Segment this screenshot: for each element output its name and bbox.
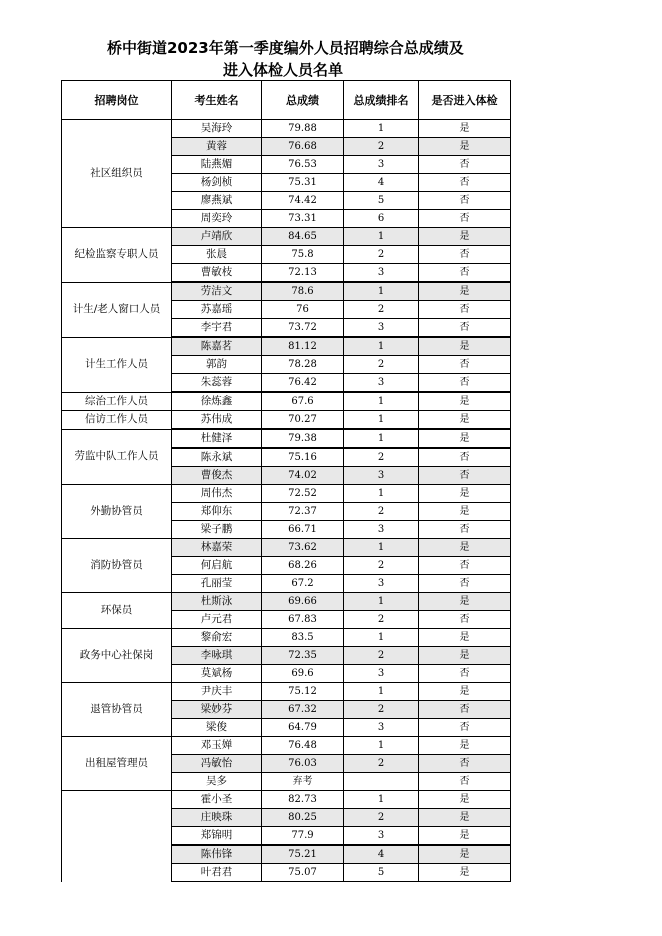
candidate-name-cell: 孔丽莹 (172, 575, 262, 593)
table-row (62, 429, 511, 448)
physical-exam-cell: 是 (419, 485, 511, 503)
physical-exam-cell: 否 (419, 264, 511, 283)
total-score-cell: 83.5 (262, 629, 344, 647)
physical-exam-cell: 是 (419, 392, 511, 411)
total-score-cell: 76.68 (262, 138, 344, 156)
physical-exam-cell: 否 (419, 246, 511, 264)
physical-exam-cell: 否 (419, 521, 511, 539)
position-cell: 出租屋管理员 (62, 737, 172, 791)
table-row (62, 737, 511, 755)
rank-cell: 1 (344, 737, 419, 755)
position-cell: 外勤协管员 (62, 485, 172, 539)
table-row (62, 411, 511, 430)
physical-exam-cell: 是 (419, 120, 511, 138)
candidate-name-cell: 梁子鹏 (172, 521, 262, 539)
position-cell: 纪检监察专职人员 (62, 228, 172, 283)
position-cell (62, 791, 172, 882)
physical-exam-cell: 否 (419, 156, 511, 174)
candidate-name-cell: 周奕玲 (172, 210, 262, 228)
candidate-name-cell: 郭韵 (172, 356, 262, 374)
physical-exam-cell: 否 (419, 319, 511, 338)
rank-cell: 2 (344, 611, 419, 629)
physical-exam-cell: 否 (419, 210, 511, 228)
physical-exam-cell: 是 (419, 282, 511, 301)
rank-cell: 3 (344, 467, 419, 485)
rank-cell: 1 (344, 485, 419, 503)
table-header-row (62, 81, 511, 120)
total-score-cell: 81.12 (262, 337, 344, 356)
candidate-name-cell: 叶君君 (172, 864, 262, 882)
table-row (62, 791, 511, 809)
candidate-name-cell: 郑锦明 (172, 827, 262, 846)
physical-exam-cell: 是 (419, 593, 511, 611)
candidate-name-cell: 卢靖欣 (172, 228, 262, 246)
candidate-name-cell: 霍小圣 (172, 791, 262, 809)
candidate-name-cell: 陈嘉茗 (172, 337, 262, 356)
physical-exam-cell: 是 (419, 791, 511, 809)
candidate-name-cell: 卢元君 (172, 611, 262, 629)
total-score-cell: 64.79 (262, 719, 344, 737)
total-score-cell: 76.42 (262, 374, 344, 393)
rank-cell: 4 (344, 845, 419, 864)
position-cell: 消防协管员 (62, 539, 172, 593)
candidate-name-cell: 梁俊 (172, 719, 262, 737)
candidate-name-cell: 劳洁文 (172, 282, 262, 301)
rank-cell: 3 (344, 719, 419, 737)
table-row (62, 539, 511, 557)
physical-exam-cell: 是 (419, 228, 511, 246)
candidate-name-cell: 杜健泽 (172, 429, 262, 448)
physical-exam-cell: 是 (419, 337, 511, 356)
candidate-name-cell: 邓玉婵 (172, 737, 262, 755)
total-score-cell: 69.66 (262, 593, 344, 611)
total-score-cell: 67.83 (262, 611, 344, 629)
total-score-cell: 69.6 (262, 665, 344, 683)
rank-cell: 3 (344, 264, 419, 283)
candidate-name-cell: 周伟杰 (172, 485, 262, 503)
candidate-name-cell: 何启航 (172, 557, 262, 575)
candidate-name-cell: 苏嘉瑶 (172, 301, 262, 319)
results-table (61, 80, 511, 882)
total-score-cell: 80.25 (262, 809, 344, 827)
total-score-cell: 72.37 (262, 503, 344, 521)
candidate-name-cell: 陈永斌 (172, 448, 262, 467)
rank-cell: 6 (344, 210, 419, 228)
candidate-name-cell: 廖燕斌 (172, 192, 262, 210)
total-score-cell: 75.8 (262, 246, 344, 264)
total-score-cell: 76.48 (262, 737, 344, 755)
physical-exam-cell: 否 (419, 174, 511, 192)
total-score-cell: 73.31 (262, 210, 344, 228)
candidate-name-cell: 黎俞宏 (172, 629, 262, 647)
candidate-name-cell: 陆燕媚 (172, 156, 262, 174)
rank-cell: 3 (344, 156, 419, 174)
candidate-name-cell: 苏伟成 (172, 411, 262, 430)
candidate-name-cell: 冯敏怡 (172, 755, 262, 773)
physical-exam-cell: 是 (419, 737, 511, 755)
physical-exam-cell: 是 (419, 827, 511, 846)
physical-exam-cell: 否 (419, 467, 511, 485)
rank-cell: 1 (344, 539, 419, 557)
table-row (62, 228, 511, 246)
rank-cell: 2 (344, 809, 419, 827)
position-cell: 综治工作人员 (62, 392, 172, 411)
candidate-name-cell: 杨剑桢 (172, 174, 262, 192)
rank-cell: 1 (344, 228, 419, 246)
physical-exam-cell: 否 (419, 701, 511, 719)
physical-exam-cell: 否 (419, 665, 511, 683)
candidate-name-cell: 陈伟锋 (172, 845, 262, 864)
total-score-cell: 75.21 (262, 845, 344, 864)
total-score-cell: 73.72 (262, 319, 344, 338)
rank-cell: 5 (344, 864, 419, 882)
physical-exam-cell: 是 (419, 138, 511, 156)
total-score-cell: 84.65 (262, 228, 344, 246)
rank-cell: 2 (344, 701, 419, 719)
rank-cell: 3 (344, 374, 419, 393)
total-score-cell: 75.12 (262, 683, 344, 701)
candidate-name-cell: 林嘉荣 (172, 539, 262, 557)
physical-exam-cell: 否 (419, 557, 511, 575)
candidate-name-cell: 尹庆丰 (172, 683, 262, 701)
candidate-name-cell: 黄蓉 (172, 138, 262, 156)
total-score-cell: 74.02 (262, 467, 344, 485)
position-cell: 退管协管员 (62, 683, 172, 737)
total-score-cell: 75.07 (262, 864, 344, 882)
table-row (62, 282, 511, 301)
rank-cell: 1 (344, 337, 419, 356)
candidate-name-cell: 朱蕊蓉 (172, 374, 262, 393)
physical-exam-cell: 是 (419, 629, 511, 647)
total-score-cell: 79.88 (262, 120, 344, 138)
rank-cell (344, 773, 419, 791)
table-row (62, 392, 511, 411)
physical-exam-cell: 是 (419, 809, 511, 827)
total-score-cell: 77.9 (262, 827, 344, 846)
candidate-name-cell: 郑仰东 (172, 503, 262, 521)
rank-cell: 2 (344, 448, 419, 467)
rank-cell: 1 (344, 629, 419, 647)
table-body (62, 120, 511, 882)
header-position: 招聘岗位 (62, 81, 172, 120)
rank-cell: 1 (344, 683, 419, 701)
table-row (62, 337, 511, 356)
position-cell: 计生/老人窗口人员 (62, 282, 172, 337)
total-score-cell: 79.38 (262, 429, 344, 448)
total-score-cell: 78.28 (262, 356, 344, 374)
total-score-cell: 74.42 (262, 192, 344, 210)
physical-exam-cell: 是 (419, 683, 511, 701)
rank-cell: 2 (344, 557, 419, 575)
total-score-cell: 67.32 (262, 701, 344, 719)
rank-cell: 1 (344, 593, 419, 611)
total-score-cell: 72.13 (262, 264, 344, 283)
header-name: 考生姓名 (172, 81, 262, 120)
total-score-cell: 75.31 (262, 174, 344, 192)
rank-cell: 1 (344, 392, 419, 411)
rank-cell: 3 (344, 827, 419, 846)
document-title-line-2: 进入体检人员名单 (223, 61, 344, 79)
candidate-name-cell: 曹敏枝 (172, 264, 262, 283)
rank-cell: 3 (344, 319, 419, 338)
header-score: 总成绩 (262, 81, 344, 120)
total-score-cell: 弃考 (262, 773, 344, 791)
rank-cell: 2 (344, 503, 419, 521)
total-score-cell: 67.6 (262, 392, 344, 411)
physical-exam-cell: 否 (419, 374, 511, 393)
rank-cell: 1 (344, 429, 419, 448)
physical-exam-cell: 否 (419, 575, 511, 593)
rank-cell: 2 (344, 356, 419, 374)
rank-cell: 3 (344, 521, 419, 539)
table-row (62, 683, 511, 701)
rank-cell: 2 (344, 755, 419, 773)
total-score-cell: 82.73 (262, 791, 344, 809)
rank-cell: 5 (344, 192, 419, 210)
candidate-name-cell: 莫斌杨 (172, 665, 262, 683)
physical-exam-cell: 是 (419, 429, 511, 448)
physical-exam-cell: 否 (419, 301, 511, 319)
rank-cell: 1 (344, 791, 419, 809)
table-row (62, 485, 511, 503)
rank-cell: 2 (344, 647, 419, 665)
candidate-name-cell: 庄映珠 (172, 809, 262, 827)
total-score-cell: 78.6 (262, 282, 344, 301)
physical-exam-cell: 否 (419, 611, 511, 629)
total-score-cell: 66.71 (262, 521, 344, 539)
total-score-cell: 76.53 (262, 156, 344, 174)
rank-cell: 4 (344, 174, 419, 192)
physical-exam-cell: 是 (419, 411, 511, 430)
candidate-name-cell: 梁妙芬 (172, 701, 262, 719)
position-cell: 社区组织员 (62, 120, 172, 228)
candidate-name-cell: 吴多 (172, 773, 262, 791)
position-cell: 劳监中队工作人员 (62, 429, 172, 485)
rank-cell: 1 (344, 411, 419, 430)
physical-exam-cell: 是 (419, 503, 511, 521)
rank-cell: 2 (344, 246, 419, 264)
table-row (62, 629, 511, 647)
position-cell: 计生工作人员 (62, 337, 172, 392)
position-cell: 环保员 (62, 593, 172, 629)
candidate-name-cell: 吴海玲 (172, 120, 262, 138)
rank-cell: 1 (344, 282, 419, 301)
physical-exam-cell: 否 (419, 755, 511, 773)
position-cell: 信访工作人员 (62, 411, 172, 430)
table-row (62, 120, 511, 138)
candidate-name-cell: 曹俊杰 (172, 467, 262, 485)
total-score-cell: 68.26 (262, 557, 344, 575)
total-score-cell: 70.27 (262, 411, 344, 430)
table-row (62, 593, 511, 611)
rank-cell: 2 (344, 138, 419, 156)
rank-cell: 2 (344, 301, 419, 319)
position-cell: 政务中心社保岗 (62, 629, 172, 683)
total-score-cell: 72.52 (262, 485, 344, 503)
rank-cell: 3 (344, 665, 419, 683)
header-rank: 总成绩排名 (344, 81, 419, 120)
total-score-cell: 76 (262, 301, 344, 319)
total-score-cell: 76.03 (262, 755, 344, 773)
physical-exam-cell: 否 (419, 192, 511, 210)
candidate-name-cell: 杜斯泳 (172, 593, 262, 611)
physical-exam-cell: 否 (419, 719, 511, 737)
rank-cell: 3 (344, 575, 419, 593)
total-score-cell: 73.62 (262, 539, 344, 557)
header-physical-exam: 是否进入体检 (419, 81, 511, 120)
candidate-name-cell: 李咏琪 (172, 647, 262, 665)
candidate-name-cell: 徐炼鑫 (172, 392, 262, 411)
physical-exam-cell: 是 (419, 539, 511, 557)
total-score-cell: 72.35 (262, 647, 344, 665)
physical-exam-cell: 否 (419, 448, 511, 467)
physical-exam-cell: 否 (419, 773, 511, 791)
physical-exam-cell: 是 (419, 647, 511, 665)
total-score-cell: 67.2 (262, 575, 344, 593)
physical-exam-cell: 是 (419, 845, 511, 864)
candidate-name-cell: 张晨 (172, 246, 262, 264)
document-title-line-1: 桥中街道2023年第一季度编外人员招聘综合总成绩及 (107, 39, 464, 57)
physical-exam-cell: 否 (419, 356, 511, 374)
rank-cell: 1 (344, 120, 419, 138)
total-score-cell: 75.16 (262, 448, 344, 467)
candidate-name-cell: 李宇君 (172, 319, 262, 338)
physical-exam-cell: 是 (419, 864, 511, 882)
